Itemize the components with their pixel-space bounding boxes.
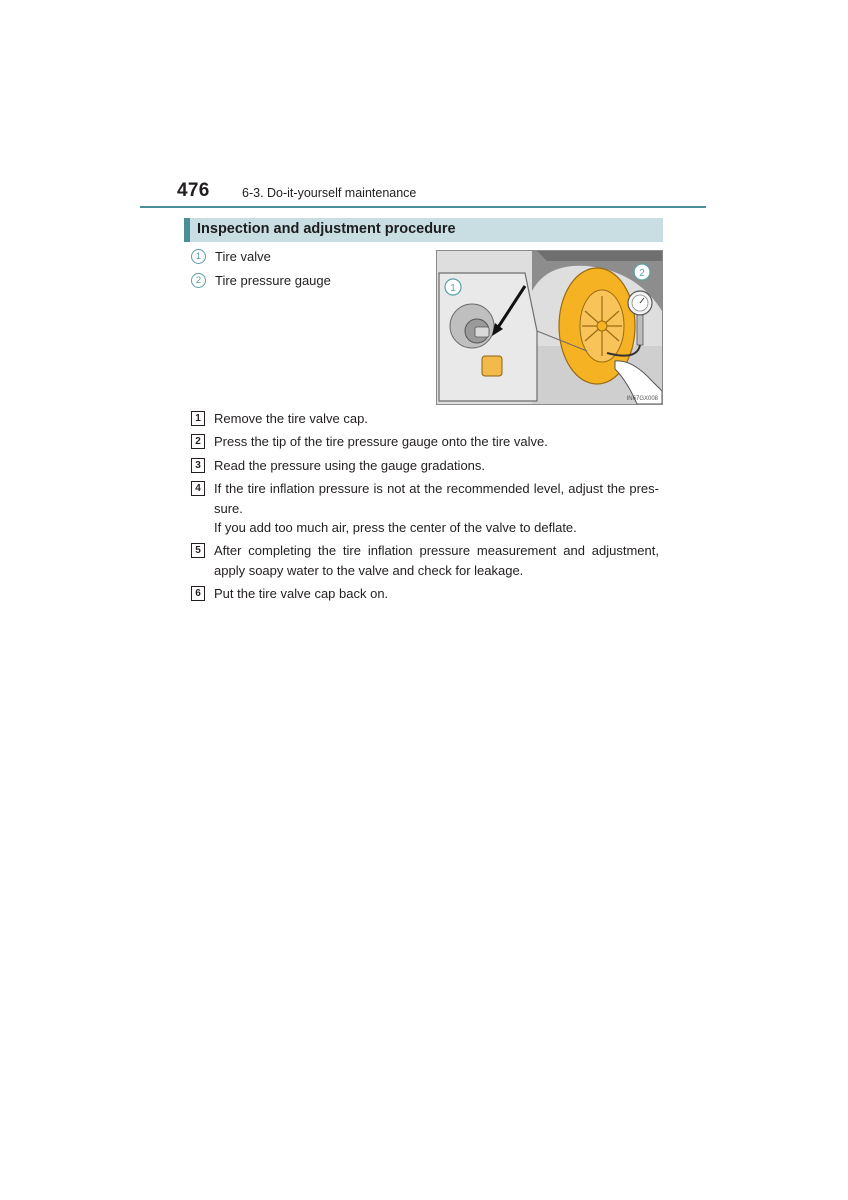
step-number: 2 xyxy=(191,434,205,449)
legend-item-pressure-gauge xyxy=(191,273,331,288)
callout-number-1: 1 xyxy=(191,249,206,264)
step-text: If the tire inflation pressure is not at the recommended level, adjust the pres-sure. xyxy=(214,481,659,516)
tire-pressure-illustration xyxy=(436,250,663,405)
step-number: 6 xyxy=(191,586,205,601)
legend-label-pressure-gauge: Tire pressure gauge xyxy=(215,273,331,288)
figure-callout-2: 2 xyxy=(639,268,645,279)
step-number: 3 xyxy=(191,458,205,473)
step-text: After completing the tire inflation pressure measurement and adjustment, apply soapy water to the valve and check for leakage. xyxy=(214,543,659,578)
step-text: Put the tire valve cap back on. xyxy=(214,586,389,601)
step-4 xyxy=(191,479,659,538)
step-text: Press the tip of the tire pressure gauge onto the tire valve. xyxy=(214,434,548,449)
header-divider xyxy=(140,206,706,208)
page-number: 476 xyxy=(177,180,210,201)
figure-callout-1: 1 xyxy=(450,283,456,294)
legend-label-tire-valve: Tire valve xyxy=(215,249,271,264)
step-1 xyxy=(191,409,659,429)
step-text: Remove the tire valve cap. xyxy=(214,411,368,426)
step-2 xyxy=(191,432,659,452)
figure-code: IN67GX008 xyxy=(626,396,658,402)
procedure-heading: Inspection and adjustment procedure xyxy=(197,221,456,237)
section-title: 6-3. Do-it-yourself maintenance xyxy=(242,186,417,200)
step-5 xyxy=(191,541,659,580)
step-6 xyxy=(191,584,659,604)
step-text: Read the pressure using the gauge gradations. xyxy=(214,458,486,473)
callout-number-2: 2 xyxy=(191,273,206,288)
legend-item-tire-valve xyxy=(191,249,271,264)
step-number: 5 xyxy=(191,543,205,558)
step-number: 4 xyxy=(191,481,205,496)
step-number: 1 xyxy=(191,411,205,426)
step-note: If you add too much air, press the center of the valve to deflate. xyxy=(214,520,577,535)
procedure-heading-bar xyxy=(184,218,663,242)
step-3 xyxy=(191,456,659,476)
